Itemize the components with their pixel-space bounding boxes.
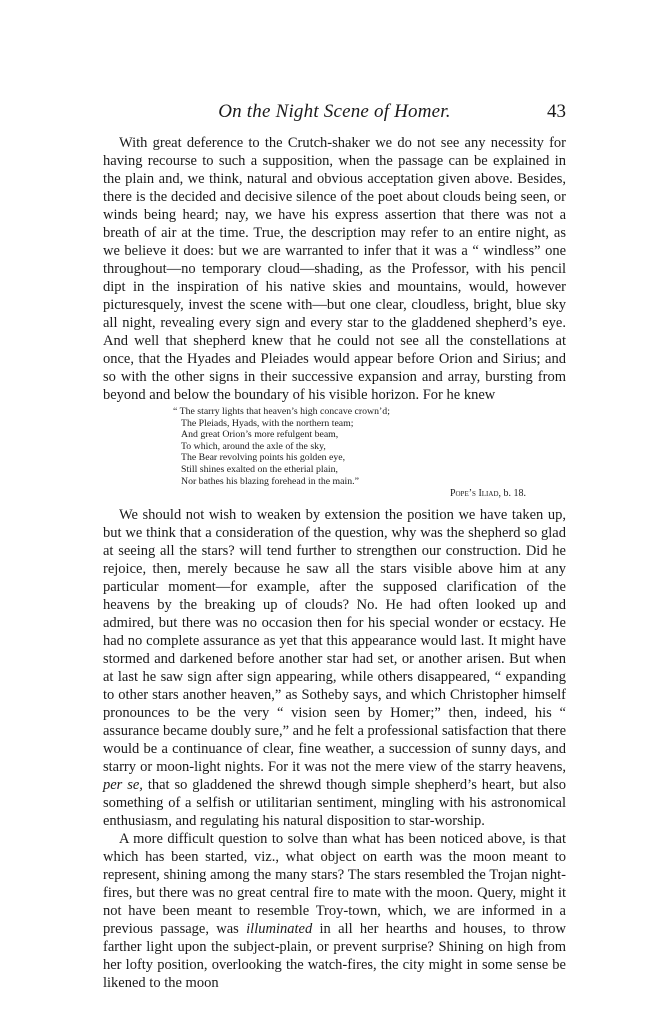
verse-line: The Bear revolving points his golden eye, xyxy=(181,452,346,464)
verse-line: Nor bathes his blazing forehead in the main.” xyxy=(181,475,359,487)
paragraph-2-text: We should not wish to weaken by extension the position we have taken up, but we think that a consideration of the question, why was the shepherd so glad at seeing all the stars? will tend further to strengthen our construction. Did he rejoice, then, merely because he saw all the stars visible above him at any particular moment—for example, after the supposed clarification of the heavens by the breaking up of clouds? No. He had often looked up and admired, but there was no occasion then for his special wonder or ecstacy. He had no complete assurance as yet that this appearance would last. It might have stormed and darkened before another star had set, or another arisen. But when at last he saw sign after sign appearing, while others disappeared, “ expanding to other stars another heaven,” as Sotheby says, and which Christopher himself pronounces to be the very “ vision seen by Homer;” then, indeed, his “ assurance became doubly sure,” and he felt a professional satisfaction that there would be a continuance of clear, fine weather, a succession of sunny days, and starry or moon-light nights. For it was not the mere view of the starry heavens, xyxy=(103,507,567,776)
verse-line: Still shines exalted on the etherial plain, xyxy=(181,463,338,475)
verse-quotation xyxy=(103,406,566,500)
paragraph-3-end: in all her hearths and houses, to throw farther light upon the subject-plain, or prevent surprise? Shining on high from her lofty position, overlooking the watch-fires, the city might in some sense be likened to the moon xyxy=(103,921,566,992)
paragraph-2 xyxy=(103,506,566,830)
quotation-citation xyxy=(173,488,566,500)
running-title: On the Night Scene of Homer. xyxy=(218,101,451,122)
paragraph-2-end: that so gladdened the shrewd though simple shepherd’s heart, but also something of a selfish or utilitarian sentiment, mingling with his astronomical enthusiasm, and regulating his natural disposition to star-worship. xyxy=(103,777,566,830)
citation-book: b. 18. xyxy=(503,488,526,500)
verse-line: “ The starry lights that heaven’s high concave crown’d; xyxy=(173,406,390,417)
verse-line: And great Orion’s more refulgent beam, xyxy=(181,429,339,441)
paragraph-3-italic: illuminated xyxy=(246,921,313,938)
paragraph-3-text: A more difficult question to solve than what has been noticed above, is that which has been started, viz., what object on earth was the moon meant to represent, shining among the many stars? The stars resembled the Trojan night-fires, but there was no great central fire to mate with the moon. Query, might it not have been meant to resemble Troy-town, which, we are informed in a previous passage, was xyxy=(103,831,566,938)
citation-source: Pope’s Iliad, xyxy=(449,488,501,500)
verse-line: To which, around the axle of the sky, xyxy=(181,440,326,452)
running-head xyxy=(103,100,566,124)
verse-line: The Pleiads, Hyads, with the northern team; xyxy=(181,417,354,429)
paragraph-2-italic: per se, xyxy=(103,777,143,794)
page-number: 43 xyxy=(547,101,566,122)
book-page xyxy=(103,100,566,992)
paragraph-3 xyxy=(103,830,566,992)
paragraph-1: With great deference to the Crutch-shaker we do not see any necessity for having recourse to such a supposition, when the passage can be explained in the plain and, we think, natural and obvious acceptation given above. Besides, there is the decided and decisive silence of the poet about clouds being seen, or winds being heard; nay, we have his express assertion that there was not a breath of air at the time. True, the description may refer to an entire night, as we believe it does: but we are warranted to infer that it was a “ windless” one throughout—no temporary cloud—shading, as the Professor, with his pencil dipt in the inspiration of his native skies and mountains, would, however picturesquely, invest the scene with—but one clear, cloudless, bright, blue sky all night, revealing every sign and every star to the gladdened shepherd’s eye. And well that shepherd knew that he could not see all the constellations at once, that the Hyades and Pleiades would appear before Orion and Sirius; and so with the other signs in their successive expansion and array, bursting from beyond and below the boundary of his visible horizon. For he knew xyxy=(103,135,566,403)
body-text xyxy=(103,134,566,992)
